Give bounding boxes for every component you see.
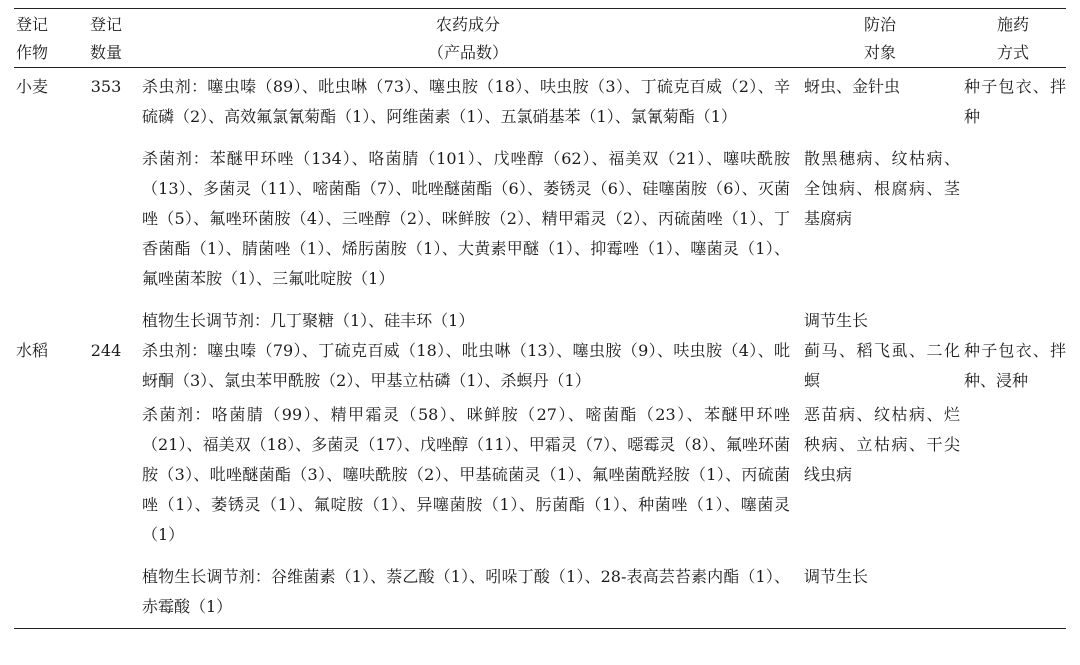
- crop-cell: 小麦: [16, 77, 49, 96]
- crop-cell: [14, 396, 76, 550]
- count-cell: [76, 294, 136, 336]
- header-component: 农药成分 （产品数）: [427, 15, 508, 62]
- table-row: [14, 294, 1066, 336]
- data-table: [14, 8, 1066, 629]
- target-cell: 调节生长: [804, 567, 869, 586]
- table-header-row: [14, 9, 1066, 68]
- table-row: [14, 68, 1066, 133]
- method-cell: [960, 396, 1066, 550]
- count-cell: [76, 132, 136, 294]
- method-cell: [960, 550, 1066, 629]
- header-method: 施药 方式: [996, 15, 1029, 62]
- table-row: [14, 396, 1066, 550]
- count-cell: [76, 550, 136, 629]
- crop-cell: [14, 132, 76, 294]
- table-row: [14, 132, 1066, 294]
- header-count: 登记 数量: [89, 15, 122, 62]
- target-cell: 调节生长: [804, 311, 869, 330]
- component-cell: 杀虫剂：噻虫嗪（89）、吡虫啉（73）、噻虫胺（18）、呋虫胺（3）、丁硫克百威（2）、辛硫磷（2）、高效氟氯氰菊酯（1）、阿维菌素（1）、五氯硝基苯（1）、氯氰菊酯（1）: [142, 77, 790, 126]
- method-cell: [960, 294, 1066, 336]
- target-cell: 恶苗病、纹枯病、烂秧病、立枯病、干尖线虫病: [804, 405, 960, 484]
- method-cell: 种子包衣、拌种: [964, 77, 1066, 126]
- component-cell: 杀虫剂：噻虫嗪（79）、丁硫克百威（18）、吡虫啉（13）、噻虫胺（9）、呋虫胺（4）、吡蚜酮（3）、氯虫苯甲酰胺（2）、甲基立枯磷（1）、杀螟丹（1）: [142, 341, 790, 390]
- table-row: [14, 550, 1066, 629]
- target-cell: 蓟马、稻飞虱、二化螟: [804, 341, 960, 390]
- count-cell: [76, 396, 136, 550]
- count-cell: 244: [90, 341, 122, 360]
- component-cell: 植物生长调节剂：谷维菌素（1）、萘乙酸（1）、吲哚丁酸（1）、28-表高芸苔素内酯（1）、赤霉酸（1）: [142, 567, 790, 616]
- target-cell: 蚜虫、金针虫: [804, 77, 901, 96]
- header-target: 防治 对象: [863, 15, 896, 62]
- target-cell: 散黑穗病、纹枯病、全蚀病、根腐病、茎基腐病: [804, 149, 960, 228]
- component-cell: 植物生长调节剂：几丁聚糖（1）、硅丰环（1）: [142, 311, 475, 330]
- component-cell: 杀菌剂：咯菌腈（99）、精甲霜灵（58）、咪鲜胺（27）、嘧菌酯（23）、苯醚甲环唑（21）、福美双（18）、多菌灵（17）、戊唑醇（11）、甲霜灵（7）、噁霉灵（8）、氟唑环菌胺（3）、吡唑醚菌酯（3）、噻呋酰胺（2）、甲基硫菌灵（1）、氟唑菌酰羟胺（1）、丙硫菌唑（1）、萎锈灵（1）、氟啶胺（1）、异噻菌胺（1）、肟菌酯（1）、种菌唑（1）、噻菌灵（1）: [142, 405, 790, 544]
- crop-cell: [14, 550, 76, 629]
- table-row: [14, 336, 1066, 396]
- method-cell: 种子包衣、拌种、浸种: [964, 341, 1066, 390]
- method-cell: [960, 132, 1066, 294]
- pesticide-registration-table: [14, 8, 1066, 629]
- header-crop: 登记 作物: [16, 15, 49, 62]
- crop-cell: 水稻: [16, 341, 49, 360]
- crop-cell: [14, 294, 76, 336]
- count-cell: 353: [90, 77, 122, 96]
- component-cell: 杀菌剂：苯醚甲环唑（134）、咯菌腈（101）、戊唑醇（62）、福美双（21）、噻呋酰胺（13）、多菌灵（11）、嘧菌酯（7）、吡唑醚菌酯（6）、萎锈灵（6）、硅噻菌胺（6）、灭菌唑（5）、氟唑环菌胺（4）、三唑醇（2）、咪鲜胺（2）、精甲霜灵（2）、丙硫菌唑（1）、丁香菌酯（1）、腈菌唑（1）、烯肟菌胺（1）、大黄素甲醚（1）、抑霉唑（1）、噻菌灵（1）、氟唑菌苯胺（1）、三氟吡啶胺（1）: [142, 149, 790, 288]
